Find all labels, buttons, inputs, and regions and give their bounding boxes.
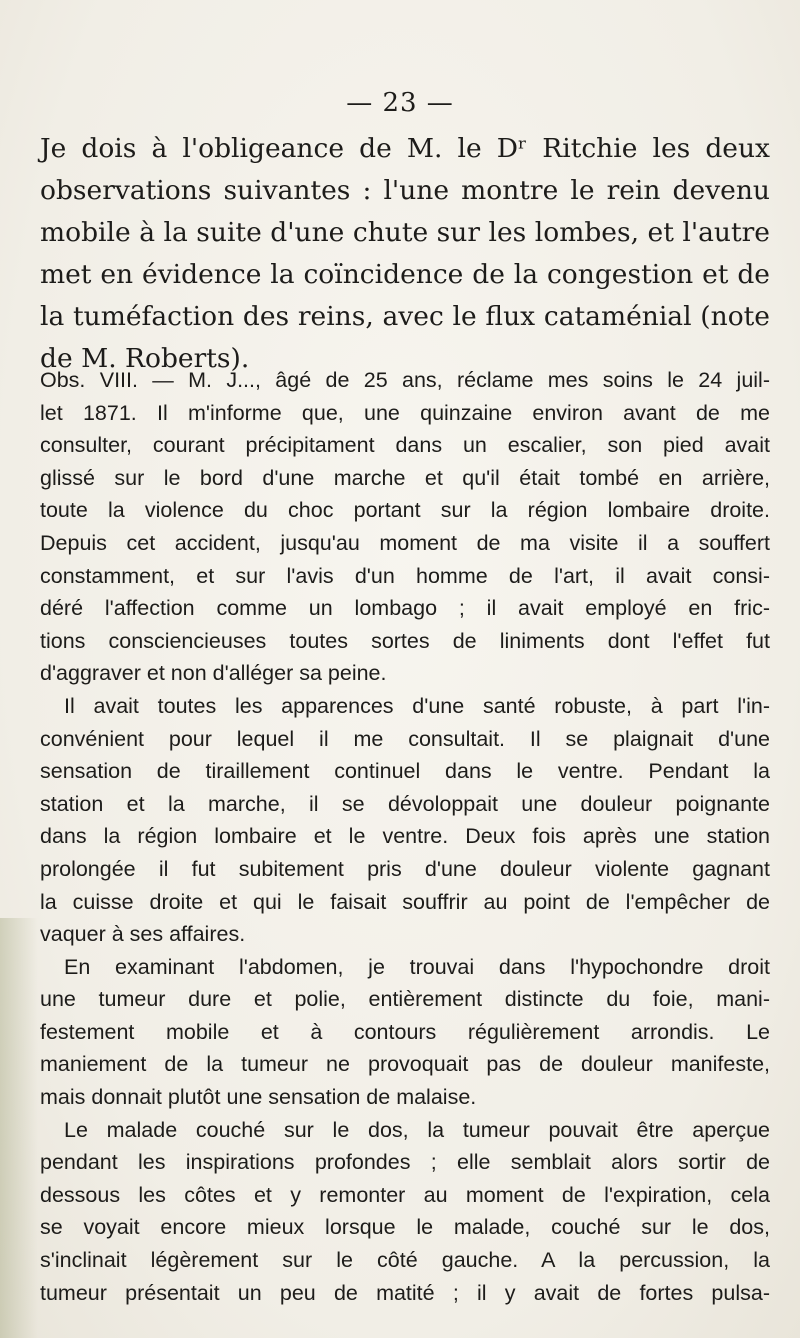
intro-line: mobile à la suite d'une chute sur les lombes, et l'autre <box>40 217 770 248</box>
obs-line: d'aggraver et non d'alléger sa peine. <box>40 661 387 686</box>
obs-line: festement mobile et à contours régulièrement arrondis. Le <box>40 1019 770 1044</box>
obs-line: station et la marche, il se dévoloppait une douleur poignante <box>40 791 770 816</box>
page-number: — 23 — <box>346 88 454 118</box>
obs-line: vaquer à ses affaires. <box>40 922 246 947</box>
obs-line: mais donnait plutôt une sensation de malaise. <box>40 1085 477 1110</box>
intro-line: la tuméfaction des reins, avec le flux cataménial (note <box>40 301 770 332</box>
obs-line: pendant les inspirations profondes ; elle semblait alors sortir de <box>40 1150 770 1175</box>
obs-line: Depuis cet accident, jusqu'au moment de ma visite il a souffert <box>40 530 770 555</box>
obs-line: se voyait encore mieux lorsque le malade, couché sur le dos, <box>40 1215 770 1240</box>
intro-line: observations suivantes : l'une montre le rein devenu <box>40 175 770 206</box>
intro-paragraph <box>40 128 770 380</box>
obs-line: déré l'affection comme un lombago ; il avait employé en fric- <box>40 596 770 621</box>
obs-line: tumeur présentait un peu de matité ; il y avait de fortes pulsa- <box>40 1280 770 1305</box>
obs-line: dans la région lombaire et le ventre. Deux fois après une station <box>40 824 770 849</box>
obs-line: dessous les côtes et y remonter au moment de l'expiration, cela <box>40 1182 770 1207</box>
obs-line: convénient pour lequel il me consultait. Il se plaignait d'une <box>40 726 770 751</box>
intro-line: Je dois à l'obligeance de M. le Dʳ Ritchie les deux <box>40 133 770 164</box>
intro-line: de M. Roberts). <box>40 343 250 374</box>
page-edge-stain <box>0 918 38 1338</box>
obs-line: En examinant l'abdomen, je trouvai dans l'hypochondre droit <box>64 954 770 979</box>
obs-line: une tumeur dure et polie, entièrement distincte du foie, mani- <box>40 987 770 1012</box>
obs-line: Obs. VIII. — M. J..., âgé de 25 ans, réclame mes soins le 24 juil- <box>40 368 770 392</box>
obs-line: prolongée il fut subitement pris d'une douleur violente gagnant <box>40 856 770 881</box>
obs-line: la cuisse droite et qui le faisait souffrir au point de l'empêcher de <box>40 889 770 914</box>
obs-line: maniement de la tumeur ne provoquait pas de douleur manifeste, <box>40 1052 770 1077</box>
obs-line: Il avait toutes les apparences d'une santé robuste, à part l'in- <box>64 693 770 718</box>
obs-line: consulter, courant précipitament dans un escalier, son pied avait <box>40 433 770 458</box>
obs-line: sensation de tiraillement continuel dans le ventre. Pendant la <box>40 759 770 784</box>
obs-line: let 1871. Il m'informe que, une quinzaine environ avant de me <box>40 400 770 425</box>
obs-line: tions consciencieuses toutes sortes de liniments dont l'effet fut <box>40 628 770 653</box>
obs-line: Le malade couché sur le dos, la tumeur pouvait être aperçue <box>64 1117 770 1142</box>
observation-viii <box>40 364 770 1309</box>
obs-line: toute la violence du choc portant sur la région lombaire droite. <box>40 498 770 523</box>
obs-line: constamment, et sur l'avis d'un homme de l'art, il avait consi- <box>40 563 770 588</box>
obs-line: s'inclinait légèrement sur le côté gauche. A la percussion, la <box>40 1248 770 1273</box>
intro-line: met en évidence la coïncidence de la congestion et de <box>40 259 770 290</box>
obs-line: glissé sur le bord d'une marche et qu'il était tombé en arrière, <box>40 465 770 490</box>
